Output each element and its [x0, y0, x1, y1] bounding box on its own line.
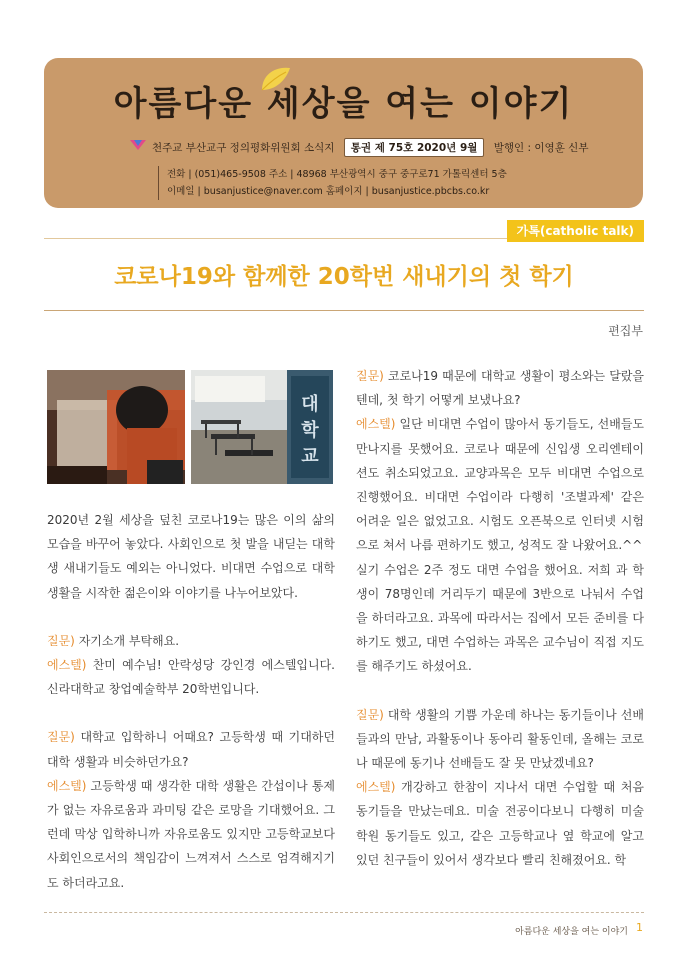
- issue-badge: 통권 제 75호 2020년 9월: [344, 138, 485, 157]
- question-2: 질문) 대학교 입학하니 어때요? 고등학생 때 기대하던 대학 생활과 비슷하던가요?: [47, 730, 335, 769]
- masthead-title: 아름다운 세상을 여는 이야기: [113, 84, 574, 124]
- empty-classroom-photo: [191, 370, 333, 484]
- article-headline: 코로나19와 함께한 20학번 새내기의 첫 학기: [114, 264, 574, 290]
- answer-1: 에스텔) 찬미 예수님! 안락성당 강인경 에스텔입니다. 신라대학교 창업예술학부 20학번입니다.: [47, 658, 335, 697]
- question-1: 질문) 자기소개 부탁해요.: [47, 633, 180, 648]
- masthead: [44, 58, 643, 208]
- divider: [44, 310, 644, 311]
- contact-line-email-web: 이메일 | busanjustice@naver.com 홈페이지 | busanjustice.pbcbs.co.kr: [167, 186, 490, 197]
- right-column: [356, 364, 644, 872]
- intro-paragraph: 2020년 2월 세상을 덮친 코로나19는 많은 이의 삶의 모습을 바꾸어 놓았다. 사회인으로 첫 발을 내딛는 대학생 새내기들도 예외는 아니었다. 비대면 수업으로 대학 생활을 시작한 젊은이와 이야기를 나누어보았다.: [47, 513, 335, 600]
- question-4: 질문) 대학 생활의 기쁨 가운데 하나는 동기들이나 선배들과의 만남, 과활동이나 동아리 활동인데, 올해는 코로나 때문에 동기나 선배들도 잘 못 만났겠네요?: [356, 707, 644, 771]
- org-name: 천주교 부산교구 정의평화위원회 소식지: [152, 142, 335, 154]
- answer-3-continued: 실기 수업은 2주 정도 대면 수업을 했어요. 저희 과 학생이 78명인데 거리두기 때문에 3반으로 나눠서 수업을 하더라고요. 과목에 따라서는 집에서 모든 준비를 다하기도 했고, 대면 수업하는 과목은 교수님이 직접 지도를 해주기도 하셨어요.: [356, 562, 644, 674]
- svg-text:대: 대: [301, 394, 319, 415]
- publisher: 발행인 : 이영훈 신부: [493, 142, 589, 154]
- page-number: 1: [636, 921, 643, 934]
- category-tag: 가톡(catholic talk): [507, 220, 644, 242]
- footer-divider: [44, 912, 644, 913]
- question-3: 질문) 코로나19 때문에 대학교 생활이 평소와는 달랐을텐데, 첫 학기 어떻게 보냈나요?: [356, 369, 644, 408]
- answer-4: 에스텔) 개강하고 한참이 지나서 대면 수업할 때 처음 동기들을 만났는데요. 미술 전공이다보니 다행히 미술학원 동기들도 있고, 같은 고등학교나 옆 학교에 알고 있던 친구들이 있어서 생각보다 빨리 친해졌어요. 학: [356, 780, 644, 867]
- answer-3: 에스텔) 일단 비대면 수업이 많아서 동기들도, 선배들도 만나지를 못했어요. 코로나 때문에 신입생 오리엔테이션도 취소되었고요. 교양과목은 모두 비대면 수업으로 진행했어요. 비대면 수업이라 다행히 '조별과제' 같은 어려운 일은 없었고요. 시험도 오픈북으로 인터넷 시험으로 쳐서 나름 편하기도 했고, 성적도 잘 나왔어요.^^: [356, 417, 644, 553]
- contact-info: [158, 166, 587, 200]
- masthead-subtitle: [128, 138, 588, 157]
- contact-line-phone-address: 전화 | (051)465-9508 주소 | 48968 부산광역시 중구 중구로71 가톨릭센터 5층: [167, 169, 507, 180]
- svg-text:교: 교: [301, 446, 319, 467]
- answer-2: 에스텔) 고등학생 때 생각한 대학 생활은 간섭이나 통제가 없는 자유로움과 과미팅 같은 로망을 기대했어요. 그런데 막상 입학하니까 자유로움도 있지만 고등학교보다 사회인으로서의 책임감이 느껴져서 스스로 엄격해지기도 하더라고요.: [47, 778, 335, 890]
- lecture-hall-photo: [47, 370, 185, 484]
- footer-title: 아름다운 세상을 여는 이야기: [515, 927, 628, 937]
- svg-text:학: 학: [301, 420, 319, 441]
- left-column: [47, 508, 335, 895]
- byline: 편집부: [608, 324, 643, 338]
